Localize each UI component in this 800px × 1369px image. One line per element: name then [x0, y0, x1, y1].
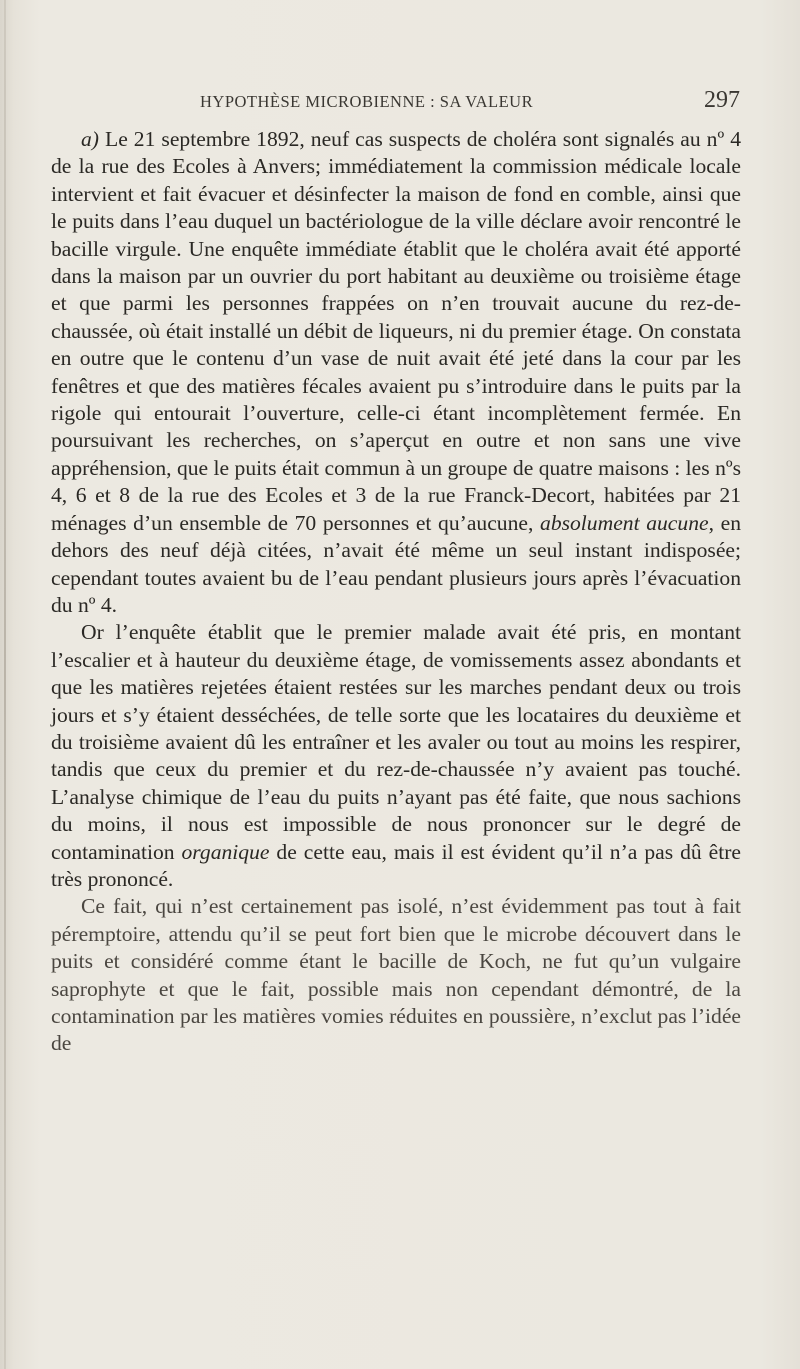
running-title: HYPOTHÈSE MICROBIENNE : SA VALEUR [200, 92, 534, 111]
paragraph-3: Ce fait, qui n’est certainement pas isolé, n’est évidemment pas tout à fait péremptoire, attendu qu’il se peut fort bien que le microbe découvert dans le puits et considéré comme étant le bacille de Koch, ne fut qu’un vulgaire saprophyte et que le fait, possible mais non cependant démontré, de la contamination par les matières vomies réduites en poussière, n’exclut pas l’idée de [51, 894, 741, 1056]
paragraph-2-text-b: de cette eau, mais il est évident qu’il n’a pas dû être très prononcé. [51, 839, 741, 891]
paragraph-2-text-a: Or l’enquête établit que le premier malade avait été pris, en montant l’escalier et à hauteur du deuxième étage, de vomissements assez abondants et que les matières rejetées étaient restées sur les marches pendant deux ou trois jours et s’y étaient desséchées, de telle sorte que les locataires du deuxième et du troisième avaient dû les entraîner et les avaler ou tout au moins les respirer, tandis que ceux du premier et du rez-de-chaussée n’y avaient pas touché. L’analyse chimique de l’eau du puits n’ayant pas été faite, que nous sachions du moins, il nous est impossible de nous prononcer sur le degré de contamination [51, 620, 741, 864]
paragraph-2-emphasis: organique [181, 839, 270, 864]
paragraph-2 [51, 619, 741, 893]
item-marker: a) [81, 127, 99, 151]
paragraph-1 [51, 126, 741, 619]
paragraph-1-text-b: , en dehors des neuf déjà citées, n’avait été même un seul instant indisposée; cependant toutes avaient bu de l’eau pendant plusieurs jours après l’évacuation du nº 4. [51, 510, 741, 617]
paragraph-1-text-a: Le 21 septembre 1892, neuf cas suspects de choléra sont signalés au nº 4 de la rue des Ecoles à Anvers; immédiatement la commission médicale locale intervient et fait évacuer et désinfecter la maison de fond en comble, ainsi que le puits dans l’eau duquel un bactériologue de la ville déclare avoir rencontré le bacille virgule. Une enquête immédiate établit que le choléra avait été apporté dans la maison par un ouvrier du port habitant au deuxième ou troisième étage et que parmi les personnes frappées on n’en trouvait aucune du rez-de-chaussée, où était installé un débit de liqueurs, ni du premier étage. On constata en outre que le contenu d’un vase de nuit avait été jeté dans la cour par les fenêtres et que des matières fécales avaient pu s’introduire dans le puits par la rigole qui entourait l’ouverture, celle-ci étant incomplètement fermée. En poursuivant les recherches, on s’aperçut en outre et non sans une vive appréhension, que le puits était commun à un groupe de quatre maisons : les nºs 4, 6 et 8 de la rue des Ecoles et 3 de la rue Franck-Decort, habitées par 21 ménages d’un ensemble de 70 personnes et qu’aucune, [51, 127, 741, 535]
body-text [51, 126, 741, 1058]
page-header [200, 88, 740, 118]
page-gutter-shadow [4, 0, 6, 1369]
paragraph-1-emphasis: absolument aucune [540, 510, 709, 535]
page-number: 297 [704, 87, 740, 113]
